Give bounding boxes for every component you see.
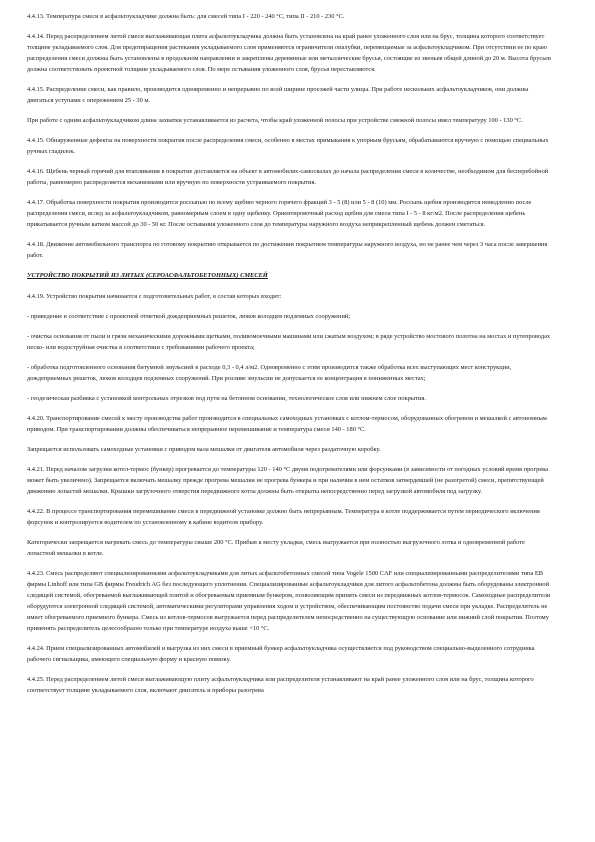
paragraph-4-4-14: 4.4.14. Перед распределением литой смеси выглаживающая плита асфальтоукладчика должна быть установлена на край ранее уложенного слоя или на брус, толщина которого соответствует толщине укладываемого слоя. Для предотвращения растекания укладываемого слоя применяются ограничители опалубки, перемещаемые за асфальтоукладчиком. При отсутствии ее по краю распределения смеси должны быть установлены в продольном направлении и закреплены деревянные или металлические брусья, состоящие из звеньев общей длиной до 20 м. Высота брусьев должна соответствовать проектной толщине укладываемого слоя. По мере остывания уложенного слоя, брусья переставляются. — [27, 33, 551, 73]
list-item-emulsion: - обработка подготовленного основания битумной эмульсией в расходе 0,3 - 0,4 л/м2. Одновременно с этим производится также обработка всех выступающих мест конструкции, дождеприемных решеток, люков колодцев подземных сооружений. При розливе эмульсии не допускается ее концентрация в пониженных местах; — [27, 364, 512, 382]
list-item-grates: - приведение в соответствие с проектной отметкой дождеприемных решеток, люков колодцев подземных сооружений; — [27, 313, 351, 320]
paragraph-4-4-18: 4.4.18. Движение автомобильного транспорта по готовому покрытию открывается по достижении покрытием температуры наружного воздуха, но не ранее чем через 3 часа после завершения работ. — [27, 241, 548, 259]
list-item-cleaning: - очистка основания от пыли и грязи механическими дорожными щетками, поливомоечными машинами или сжатым воздухом; в ряде устройство мостового полотна на мостах и путепроводах песко- или водоструйная очистка в соответствии с требованиями рабочего проекта; — [27, 333, 551, 351]
paragraph-4-4-25: 4.4.25. Перед распределением литой смеси выглаживающую плиту асфальтоукладчика или распределителя устанавливают на край ранее уложенного слоя или на брус, толщина которого соответствует толщине укладываемого слоя, включают двигатель и приборы разогрева — [27, 676, 534, 694]
paragraph-4-4-22-note: Категорически запрещается нагревать смесь до температуры свыше 200 °С. Прибыв к месту укладки, смесь выгружается при полностью выгрузочного лотка и одновременной работе лопастной мешалки в котле. — [27, 539, 525, 557]
paragraph-4-4-20-note: Запрещается использовать самоходные установки с приводом вала мешалки от двигателя автомобиля через раздаточную коробку. — [27, 446, 381, 453]
section-heading: УСТРОЙСТВО ПОКРЫТИЙ ИЗ ЛИТЫХ (СЕРОАСФАЛЬТОБЕТОННЫХ) СМЕСЕЙ — [27, 272, 268, 279]
paragraph-4-4-13: 4.4.13. Температура смеси в асфальтоукладчике должна быть: для смесей типа I - 220 - 240 °С, типа II - 210 - 230 °С. — [27, 13, 345, 20]
paragraph-4-4-20: 4.4.20. Транспортирование смесей к месту производства работ производится в специальных самоходных установках с котлом-термосом, оборудованных обогревом и мешалкой с автономным приводом. При транспортировании должны обеспечиваться непрерывное перемешивание и температура смеси 140 - 180 °С. — [27, 415, 547, 433]
paragraph-4-4-24: 4.4.24. Прием специализированных автомобилей и выгрузка из них смеси в приемный бункер асфальтоукладчика осуществляется под руководством специально-выделенного сотрудника рабочего сигнальщика, имеющего специальную форму и красную повязку. — [27, 645, 535, 663]
paragraph-4-4-15-b: При работе с одним асфальтоукладчиком длина захватки устанавливается из расчета, чтобы край уложенной полосы при устройстве смежной полосы имел температуру 100 - 130 °С. — [27, 117, 523, 124]
paragraph-4-4-16: 4.4.16. Щебень черный горячий для втапливания в покрытие доставляется на объект в автомобилях-самосвалах до начала распределения смеси в количестве, необходимом для бесперебойной работы, равномерно распределяется механизмами или вручную по поверхности устраиваемого покрытия. — [27, 168, 549, 186]
paragraph-4-4-15-c: 4.4.15. Обнаруженные дефекты на поверхности покрытия после распределения смеси, особенно в местах примыкания к упорным брусьям, обрабатываются вручную с помощью специальных ручных гладилок. — [27, 137, 549, 155]
paragraph-4-4-15-a: 4.4.15. Распределение смеси, как правило, производится одновременно и непрерывно по всей ширине проезжей части улицы. При работе нескольких асфальтоукладчиков, они должны двигаться уступами с опережением 25 - 30 м. — [27, 86, 529, 104]
paragraph-4-4-17: 4.4.17. Обработка поверхности покрытия производится россыпью по всему щебню черного горячего фракций 3 - 5 (8) или 5 - 8 (10) мм. Россыпь щебня производится немедленно после распределения смеси, вслед за асфальтоукладчиком, равномерным слоем в одну щебенку. Ориентировочный расход щебня для смеси типа I - 5 - 8 кг/м2. После распределения щебень прикатывается ручным катком массой до 30 - 50 кг. После остывания уложенного слоя до температуры наружного воздуха неприкрепленный щебень должен сметаться. — [27, 199, 532, 228]
list-item-geodesy: - геодезическая разбивка с установкой контрольных отрезков под пути на бетонном основании, технологическое слоя или нижнем слое покрытия. — [27, 395, 426, 402]
paragraph-4-4-23: 4.4.23. Смесь распределяют специализированными асфальтоукладчиками для литых асфальтобетонных смесей типа Vogele 1500 CAF или специализированными распределителями типа EB фирмы Linhoff или типа GB фирмы Freudrich AG без последующего уплотнения. Специализированные асфальтоукладчики для литого асфальтобетона должны быть оборудованы электронной следящей системой, обогреваемой выглаживающей плитой и обогреваемым приемным бункером, позволяющим принять смеси из передвижных котлов-термосов. Самоходные распределители оборудуются электронной следящей системой, автоматическими регуляторами управления ходом и устройством, обеспечивающим постоянство подачи смеси при укладке. Распределитель не имеет обогреваемого приемного бункера. Смесь из котлов-термосов выгружается перед распределителем непосредственно на существующую основание или нижний слой покрытия. Поэтому применять распределитель целесообразно только при температуре воздуха выше +10 °С. — [27, 570, 551, 632]
paragraph-4-4-21: 4.4.21. Перед началом загрузки котел-термос (бункер) прогревается до температуры 120 - 140 °С двумя подогревателями или форсунками (в зависимости от погодных условий время прогрева может быть увеличено). Запрещается включать мешалку прежде прогрева мешалки не прогрева бункера и при наличии в нем остатков затвердевшей (не разогретой) смеси, препятствующей движению лопастей мешалки. Крышки загрузочного отверстия передвижного котла должны быть открыты непосредственно перед загрузкой автомобиля под загрузку. — [27, 466, 548, 495]
paragraph-4-4-22: 4.4.22. В процессе транспортирования перемешивание смеси в передвижной установке должно быть непрерывным. Температура в котле поддерживается путем периодического включения форсунок и контролируется водителем по установленному в кабине водителя прибору. — [27, 508, 540, 526]
paragraph-4-4-19: 4.4.19. Устройство покрытия начинается с подготовительных работ, в состав которых входит: — [27, 293, 282, 300]
